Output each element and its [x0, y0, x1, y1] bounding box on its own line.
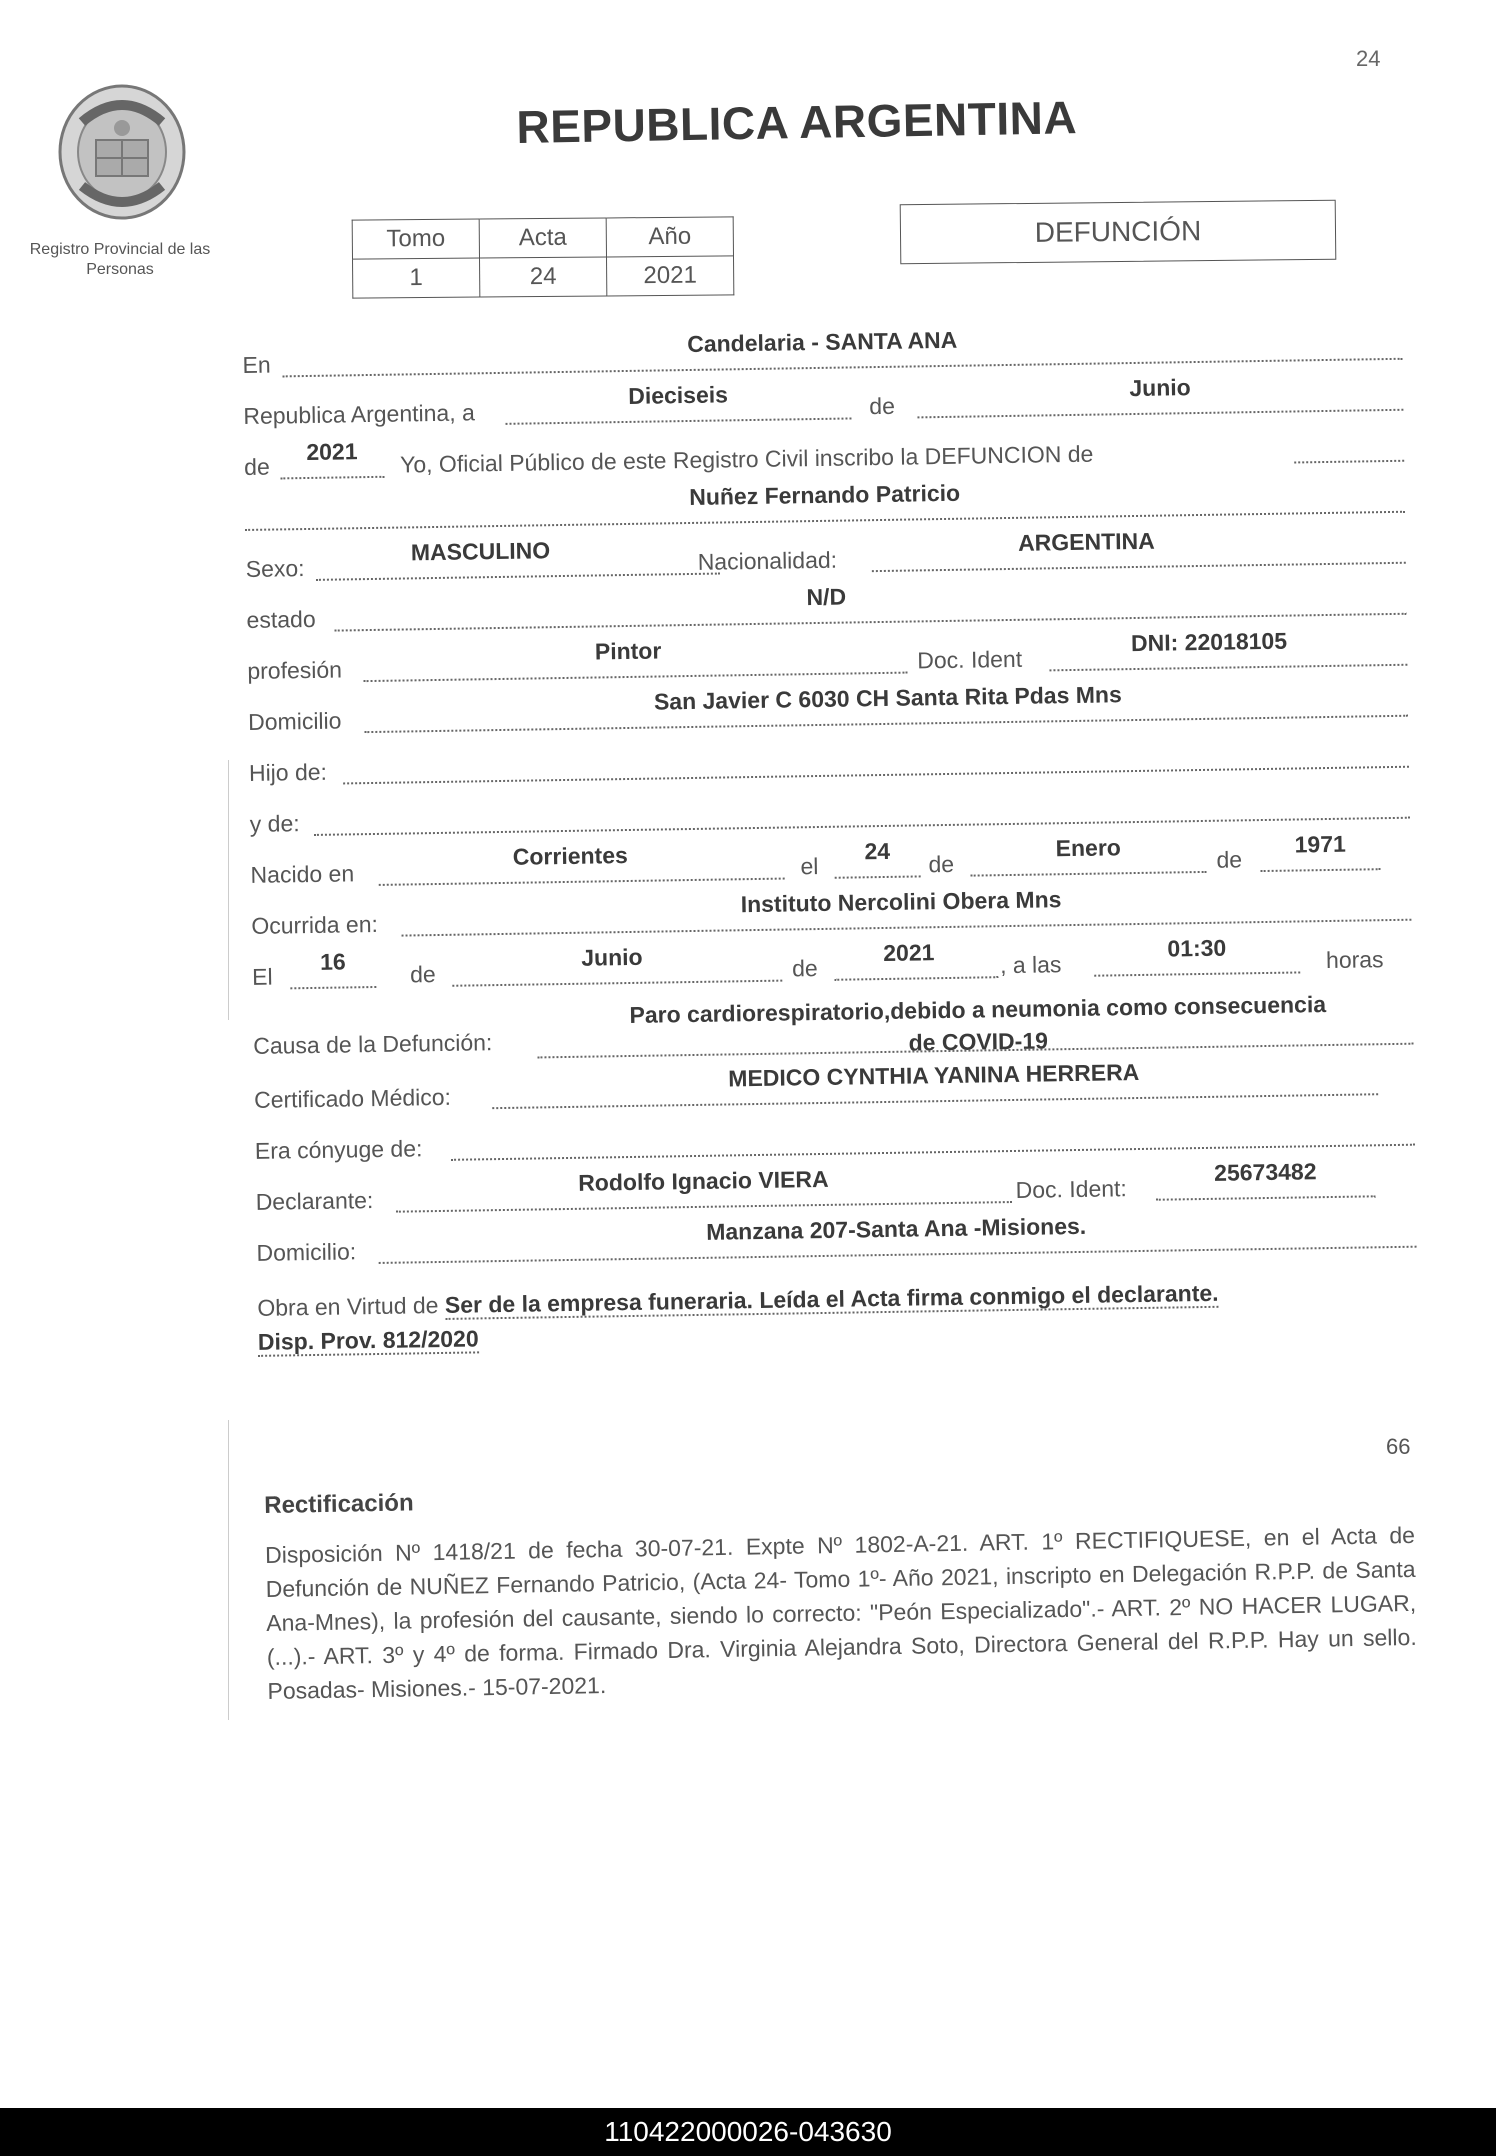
label-de: de — [1216, 846, 1243, 873]
value-certifying-doctor: MEDICO CYNTHIA YANINA HERRERA — [728, 1058, 1140, 1092]
obra-statement — [257, 1273, 1418, 1359]
value-place: Candelaria - SANTA ANA — [687, 326, 958, 358]
value-deceased-name: Nuñez Fernando Patricio — [689, 479, 961, 510]
value-tomo: 1 — [353, 258, 480, 298]
field-line — [280, 476, 384, 480]
value-year: 2021 — [306, 438, 358, 466]
inscription-text: Yo, Oficial Público de este Registro Civil inscribo la DEFUNCION de — [399, 440, 1094, 478]
value-birthplace: Corrientes — [512, 842, 629, 870]
value-anio: 2021 — [606, 256, 733, 296]
header-tomo: Tomo — [352, 219, 479, 259]
label-nacido: Nacido en — [250, 860, 355, 888]
label-ocurrida: Ocurrida en: — [251, 910, 379, 939]
death-record-form — [242, 312, 1418, 1359]
registry-name: Registro Provincial de las Personas — [29, 241, 211, 278]
row-obra — [257, 1251, 1418, 1359]
field-line — [1094, 971, 1300, 976]
label-hijo: Hijo de: — [248, 758, 328, 786]
header-acta: Acta — [479, 218, 606, 258]
label-obra: Obra en Virtud de — [257, 1292, 439, 1321]
field-line — [834, 976, 998, 981]
label-domicilio: Domicilio: — [256, 1238, 357, 1266]
value-declarant-address: Manzana 207-Santa Ana -Misiones. — [706, 1212, 1087, 1245]
value-sexo: MASCULINO — [410, 537, 551, 566]
cause-line-1: Paro cardiorespiratorio,debido a neumonia como consecuencia — [629, 991, 1327, 1028]
rectification-section — [264, 1472, 1418, 1708]
value-place-of-death: Instituto Nercolini Obera Mns — [740, 886, 1062, 918]
sheet-number: 66 — [1386, 1434, 1411, 1459]
field-line — [1261, 868, 1381, 872]
value-obra: Ser de la empresa funeraria. Leída el Acta firma conmigo el declarante. — [444, 1279, 1219, 1318]
page-title: REPUBLICA ARGENTINA — [516, 91, 1078, 153]
label-en: En — [242, 351, 271, 378]
label-causa: Causa de la Defunción: — [253, 1029, 493, 1059]
margin-line — [228, 1420, 229, 1720]
label-a-las: , a las — [999, 951, 1062, 979]
value-day: Dieciseis — [628, 381, 729, 409]
value-estado: N/D — [806, 583, 847, 611]
label-y-de: y de: — [249, 810, 300, 837]
label-de: de — [869, 392, 896, 420]
label-doc-ident: Doc. Ident — [917, 645, 1023, 674]
label-el: El — [251, 963, 273, 990]
label-de: de — [791, 955, 818, 982]
label-doc-ident: Doc. Ident: — [1015, 1175, 1128, 1203]
label-horas: horas — [1325, 946, 1384, 974]
label-domicilio: Domicilio — [247, 707, 342, 735]
value-domicilio: San Javier C 6030 CH Santa Rita Pdas Mns — [653, 681, 1122, 715]
label-profesion: profesión — [247, 656, 343, 684]
record-table — [352, 216, 735, 298]
value-declarant: Rodolfo Ignacio VIERA — [577, 1165, 829, 1196]
provincial-seal-icon — [52, 82, 192, 222]
value-profesion: Pintor — [594, 637, 662, 665]
record-type: DEFUNCIÓN — [900, 200, 1337, 265]
value-death-year: 2021 — [883, 939, 935, 967]
label-nacionalidad: Nacionalidad: — [697, 546, 838, 575]
value-hour: 01:30 — [1167, 934, 1227, 962]
label-de: de — [928, 850, 955, 878]
margin-line — [228, 760, 229, 1020]
label-certificado: Certificado Médico: — [253, 1083, 452, 1113]
label-conyuge: Era cónyuge de: — [254, 1135, 423, 1164]
value-dni: DNI: 22018105 — [1130, 627, 1288, 657]
cause-line-2: de COVID-19 — [908, 1027, 1049, 1056]
value-death-month: Junio — [581, 943, 643, 971]
label-fecha: Republica Argentina, a — [243, 399, 475, 429]
label-declarante: Declarante: — [255, 1187, 374, 1215]
value-birth-day: 24 — [864, 837, 891, 865]
field-line — [835, 875, 921, 878]
value-birth-year: 1971 — [1294, 830, 1346, 858]
barcode-strip: 110422000026-043630 — [0, 2108, 1496, 2156]
page-number: 24 — [1356, 46, 1381, 71]
value-nacionalidad: ARGENTINA — [1017, 527, 1155, 556]
header-anio: Año — [606, 217, 733, 257]
label-de: de — [243, 453, 270, 480]
value-disposition: Disp. Prov. 812/2020 — [257, 1325, 479, 1355]
label-estado: estado — [246, 605, 316, 633]
value-month: Junio — [1129, 374, 1191, 402]
label-sexo: Sexo: — [245, 555, 305, 582]
field-line — [290, 986, 376, 989]
value-death-day: 16 — [319, 948, 346, 975]
value-birth-month: Enero — [1055, 834, 1122, 862]
field-line — [1294, 460, 1404, 464]
value-declarant-dni: 25673482 — [1213, 1158, 1317, 1186]
label-de: de — [409, 961, 436, 988]
rectification-heading: Rectificación — [264, 1489, 414, 1519]
rectification-text: Disposición Nº 1418/21 de fecha 30-07-21. Expte Nº 1802-A-21. ART. 1º RECTIFIQUESE, en el Acta de Defunción de NUÑEZ Fernando Patricio, (Acta 24- Tomo 1º- Año 2021, inscripto en Delegación R.P.P. de Santa Ana-Mnes), la profesión del causante, siendo lo correcto: "Peón Especializado".- ART. 2º NO HACER LUGAR, (...).- ART. 3º y 4º de forma. Firmado Dra. Virginia Alejandra Soto, Directora General del R.P.P. Hay un sello. Posadas- Misiones.- 15-07-2021. — [264, 1521, 1417, 1704]
value-acta: 24 — [480, 257, 607, 297]
label-el: el — [800, 853, 819, 880]
